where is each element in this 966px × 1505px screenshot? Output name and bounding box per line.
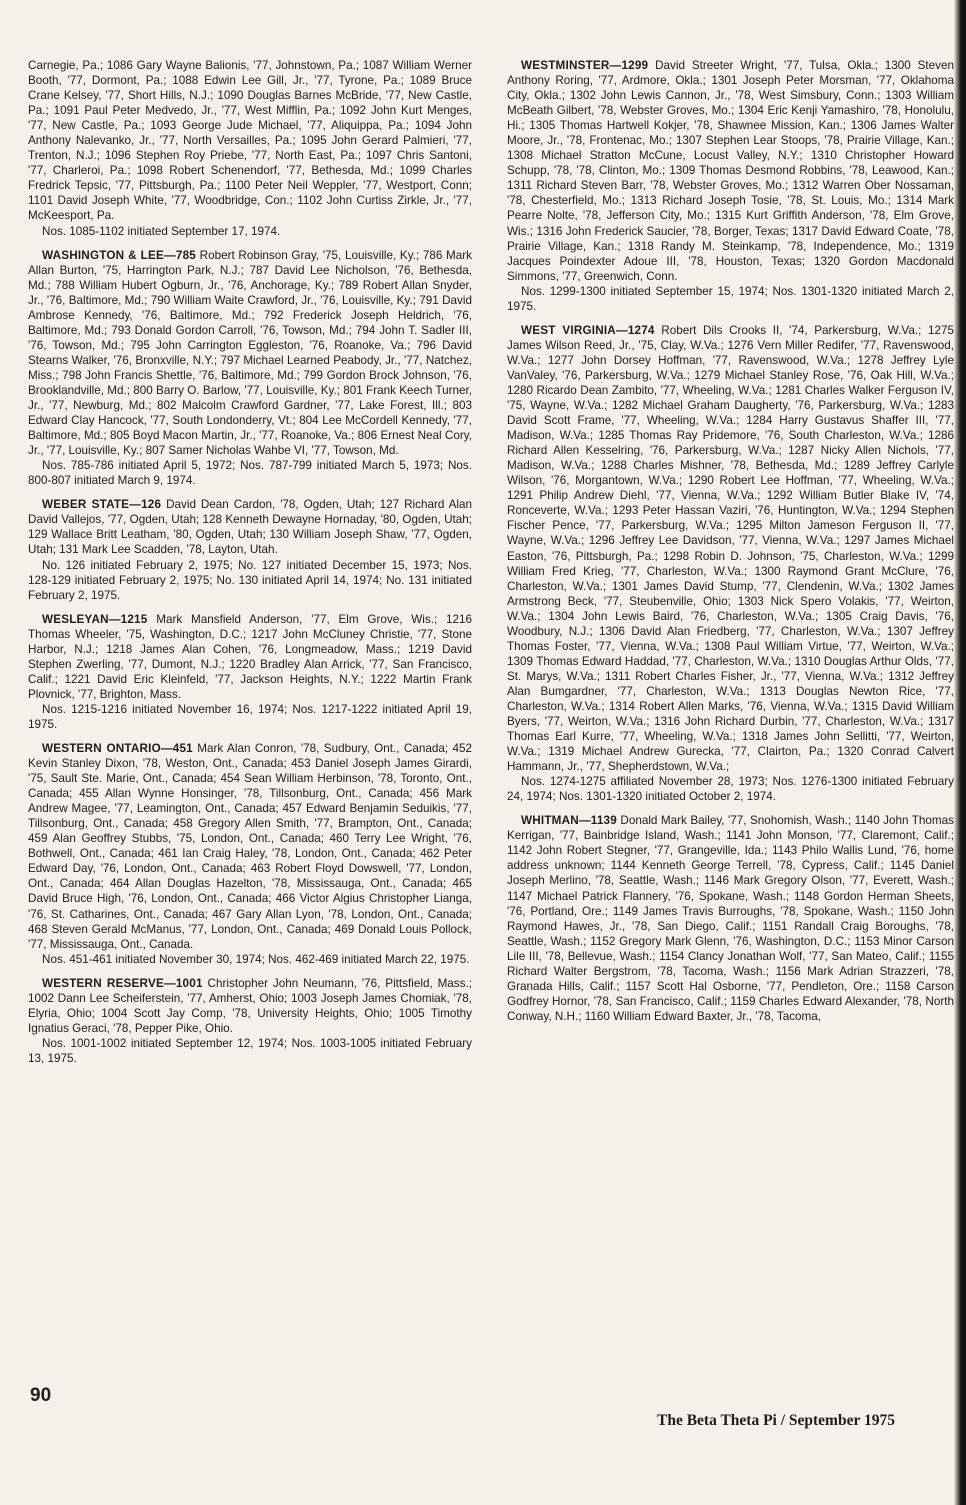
chapter-members: Christopher John Neumann, '76, Pittsfield, Mass.; 1002 Dann Lee Scheiferstein, '77, Amherst, Ohio; 1003 Joseph James Chomiak, '78, Elyria, Ohio; 1004 Scott Jay Comp, '78, University Heights, Ohio; 1005 Timothy Ignatius Geraci, '78, Pepper Pike, Ohio. xyxy=(28,976,472,1035)
left-column xyxy=(28,58,472,1075)
page-number: 90 xyxy=(30,1385,52,1406)
chapter-heading: WESTMINSTER—1299 xyxy=(521,59,649,72)
chapter-members: Robert Dils Crooks II, '74, Parkersburg, W.Va.; 1275 James Wilson Reed, Jr., '75, Clay, W.Va.; 1276 Vern Miller Redifer, '77, Ravenswood, W.Va.; 1277 John Dorsey Hoffman, '77, Ravenswood, W.Va.; 1278 Jeffrey Lyle VanValey, '76, Parkersburg, W.Va.; 1279 Michael Stanley Rose, '76, Oak Hill, W.Va.; 1280 Ricardo Dean Zambito, '77, Wheeling, W.Va.; 1281 Charles Walker Ferguson IV, '75, Wayne, W.Va.; 1282 Michael Graham Daugherty, '76, Parkersburg, W.Va.; 1283 David Scott Frame, '77, Wheeling, W.Va.; 1284 Harry Gustavus Shaffer III, '77, Madison, W.Va.; 1285 Thomas Ray Pridemore, '76, South Charleston, W.Va.; 1286 Richard Allen Kesselring, '76, Parkersburg, W.Va.; 1287 Nicky Allen Nichols, '77, Madison, W.Va.; 1288 Charles Mishner, '78, Bethesda, Md.; 1289 Jeffrey Carlyle Wilson, '76, Morgantown, W.Va.; 1290 Robert Lee Hoffman, '77, Wheeling, W.Va.; 1291 Philip Andrew Diehl, '77, Vienna, W.Va.; 1292 William Butler Blake IV, '74, Ronceverte, W.Va.; 1293 Peter Hassan Vaziri, '76, Huntington, W.Va.; 1294 Stephen Fischer Pence, '77, Parkersburg, W.Va.; 1295 Milton Jameson Ferguson II, '77, Wayne, W.Va.; 1296 Jeffrey Lee Davidson, '77, Vienna, W.Va.; 1297 James Michael Easton, '76, Pittsburgh, Pa.; 1298 Robin D. Johnson, '75, Charleston, W.Va.; 1299 William Fred Krieg, '77, Charleston, W.Va.; 1300 Raymond Grant McClure, '76, Charleston, W.Va.; 1301 James David Stump, '77, Clendenin, W.Va.; 1302 James Armstrong Beck, '77, Steubenville, Ohio; 1303 Nick Spero Volakis, '77, Weirton, W.Va.; 1304 John Lewis Baird, '76, Charleston, W.Va.; 1305 Craig Davis, '76, Woodbury, N.J.; 1306 David Alan Friedberg, '77, Charleston, W.Va.; 1307 Jeffrey Thomas Foster, '77, Vienna, W.Va.; 1308 Paul William Virtue, '77, Weirton, W.Va.; 1309 Thomas Edward Haddad, '77, Charleston, W.Va.; 1310 Douglas Arthur Olds, '77, St. Marys, W.Va.; 1311 Robert Charles Fisher, Jr., '77, Vienna, W.Va.; 1312 Jeffrey Alan Bumgardner, '77, Charleston, W.Va.; 1313 Douglas Newton Rice, '77, Charleston, W.Va.; 1314 Robert Allen Marks, '76, Vienna, W.Va.; 1315 David William Byers, '77, Weirton, W.Va.; 1316 John Richard Durbin, '77, Charleston, W.Va.; 1317 Thomas Earl Kurre, '77, Wheeling, W.Va.; 1318 James John Sellitti, '77, Weirton, W.Va.; 1319 Michael Andrew Gurecka, '77, Clairton, Pa.; 1320 Conrad Calvert Hammann, Jr., '77, Shepherdstown, W.Va.; xyxy=(507,323,954,774)
initiation-note: Nos. 1085-1102 initiated September 17, 1974. xyxy=(42,224,281,238)
chapter-members: Mark Alan Conron, '78, Sudbury, Ont., Canada; 452 Kevin Stanley Dixon, '78, Weston, Ont., Canada; 453 Daniel Joseph James Girardi, '75, Sault Ste. Marie, Ont., Canada; 454 Sean William Herbinson, '78, Toronto, Ont., Canada; 455 Allan Wynne Honsinger, '78, Tillsonburg, Ont., Canada; 456 Mark Andrew Magee, '77, Leamington, Ont., Canada; 457 Edward Benjamin Seduikis, '77, Tillsonburg, Ont., Canada; 458 Gregory Allen Smith, '77, Brampton, Ont., Canada; 459 Alan Geoffrey Stubbs, '75, London, Ont., Canada; 460 Terry Lee Wright, '76, Bothwell, Ont., Canada; 461 Ian Craig Haley, '78, London, Ont., Canada; 462 Peter Edward Day, '76, London, Ont., Canada; 463 Robert Floyd Dowswell, '77, London, Ont., Canada; 464 Allan Douglas Hazelton, '78, Mississauga, Ont., Canada; 465 David Bruce High, '76, London, Ont., Canada; 466 Victor Algius Christopher Lianga, '76, St. Catharines, Ont., Canada; 467 Gary Allan Lyon, '78, London, Ont., Canada; 468 Steven Gerald McManus, '77, London, Ont., Canada; 469 Donald Louis Pollock, '77, Mississauga, Ont., Canada. xyxy=(28,742,472,951)
chapter-heading: WASHINGTON & LEE—785 xyxy=(42,248,196,262)
chapter-heading: WEBER STATE—126 xyxy=(42,498,162,512)
chapter-entry-weber-state xyxy=(28,497,472,557)
binding-edge-shadow xyxy=(954,0,966,1505)
chapter-members: Robert Robinson Gray, '75, Louisville, Ky.; 786 Mark Allan Burton, '75, Harrington Park, N.J.; 787 David Lee Nicholson, '76, Bethesda, Md.; 788 William Hubert Ogburn, Jr., '76, Anchorage, Ky.; 789 Robert Allan Snyder, Jr., '76, Baltimore, Md.; 790 William Waite Crawford, Jr., '76, Louisville, Ky.; 791 David Ambrose Kennedy, '76, Baltimore, Md.; 792 Frederick Joseph Heldrich, '76, Baltimore, Md.; 793 Donald Gordon Carroll, '76, Towson, Md.; 794 John T. Sadler III, '76, Towson, Md.; 795 John Carrington Eggleston, '76, Roanoke, Va.; 796 David Stearns Walker, '76, Bronxville, N.Y.; 797 Michael Learned Peabody, Jr., '77, Natchez, Miss.; 798 John Francis Shettle, '76, Baltimore, Md.; 799 Gordon Brock Johnson, '76, Brooklandville, Md.; 800 Barry O. Barlow, '77, Louisville, Ky.; 801 Frank Keech Turner, Jr., '77, Newburg, Md.; 802 Malcolm Crawford Gardner, '77, Lake Forest, Ill.; 803 Edward Clay Hancock, '77, South Londonderry, Vt.; 804 Lee McCordell Kennedy, '77, Baltimore, Md.; 805 Boyd Macon Martin, Jr., '77, Roanoke, Va.; 806 Ernest Neal Cory, Jr., '77, Louisville, Ky.; 807 Samer Nicholas Wahbe VI, '77, Towson, Md. xyxy=(28,248,472,458)
initiation-note: Nos. 1001-1002 initiated September 12, 1974; Nos. 1003-1005 initiated February 13, 1975. xyxy=(28,1036,472,1065)
initiation-note: Nos. 1215-1216 initiated November 16, 1974; Nos. 1217-1222 initiated April 19, 1975. xyxy=(28,702,472,731)
initiation-note: No. 126 initiated February 2, 1975; No. 127 initiated December 15, 1973; Nos. 128-129 initiated February 2, 1975; No. 130 initiated April 14, 1974; No. 131 initiated February 2, 1975. xyxy=(28,558,472,602)
continued-entries: Carnegie, Pa.; 1086 Gary Wayne Balionis, '77, Johnstown, Pa.; 1087 William Werner Booth, '77, Dormont, Pa.; 1088 Edwin Lee Gill, Jr., '77, Tyrone, Pa.; 1089 Bruce Crane Kelsey, '77, Short Hills, N.J.; 1090 Douglas Barnes McBride, '77, New Castle, Pa.; 1091 Paul Peter Medvedo, Jr., '77, West Mifflin, Pa.; 1092 John Kurt Menges, '77, New Castle, Pa.; 1093 George Jude Michael, '77, Aliquippa, Pa.; 1094 John Anthony Nalevanko, Jr., '77, North Versailles, Pa.; 1095 John Gerard Palmieri, '77, Trenton, N.J.; 1096 Stephen Roy Priebe, '77, North East, Pa.; 1097 Chris Santoni, '77, Charleroi, Pa.; 1098 Robert Schenendorf, '77, Bethesda, Md.; 1099 Charles Fredrick Tepsic, '77, Pittsburgh, Pa.; 1100 Peter Neil Weppler, '77, Westport, Conn; 1101 David Joseph White, '77, Woodbridge, Con.; 1102 John Curtiss Zirkle, Jr., '77, McKeesport, Pa. xyxy=(28,59,472,223)
chapter-members: Mark Mansfield Anderson, '77, Elm Grove, Wis.; 1216 Thomas Wheeler, '75, Washington, D.C.; 1217 John McCluney Christie, '77, Stone Harbor, N.J.; 1218 James Alan Cohen, '76, Longmeadow, Mass.; 1219 David Stephen Zwerling, '77, Dumont, N.J.; 1220 Bradley Alan Arrick, '77, San Francisco, Calif.; 1221 David Eric Kleinfeld, '77, Jackson Heights, N.Y.; 1222 Martin Frank Plovnick, '77, Brighton, Mass. xyxy=(28,612,472,701)
chapter-members: David Dean Cardon, '78, Ogden, Utah; 127 Richard Alan David Vallejos, '77, Ogden, Utah; 128 Kenneth Dewayne Hornaday, '80, Ogden, Utah; 129 Wallace Britt Leatham, '80, Ogden, Utah; 130 William Joseph Shaw, '77, Ogden, Utah; 131 Mark Lee Scadden, '78, Layton, Utah. xyxy=(28,498,472,557)
chapter-entry-whitman xyxy=(507,813,954,1024)
chapter-entry-westminster xyxy=(507,58,954,284)
chapter-entry-west-virginia xyxy=(507,323,954,774)
initiation-note: Nos. 785-786 initiated April 5, 1972; Nos. 787-799 initiated March 5, 1973; Nos. 800-807 initiated March 9, 1974. xyxy=(28,459,472,488)
right-column xyxy=(507,58,954,1024)
chapter-members: Donald Mark Bailey, '77, Snohomish, Wash.; 1140 John Thomas Kerrigan, '77, Bainbridge Island, Wash.; 1141 John Monson, '77, Claremont, Calif.; 1142 John Robert Stegner, '77, Grangeville, Ida.; 1143 Philo Wallis Lund, '76, home address unknown; 1144 Kenneth George Terrell, '78, Cypress, Calif.; 1145 Daniel Joseph Merlino, '78, Seattle, Wash.; 1146 Mark Gregory Olson, '77, Everett, Wash.; 1147 Michael Patrick Flannery, '76, Spokane, Wash.; 1148 Gordon Herman Sheets, '76, Portland, Ore.; 1149 James Travis Burroughs, '78, Spokane, Wash.; 1150 John Raymond Hawes, Jr., '78, San Diego, Calif.; 1151 Randall Craig Boroughs, '78, Seattle, Wash.; 1152 Gregory Mark Glenn, '76, Washington, D.C.; 1153 Minor Carson Lile III, '78, Bellevue, Wash.; 1154 Clancy Jonathan Wolf, '77, San Mateo, Calif.; 1155 Richard Walter Bergstrom, '78, Tacoma, Wash.; 1156 Mark Adrian Strazzeri, '78, Granada Hills, Calif.; 1157 Scott Hal Osborne, '77, Pendleton, Ore.; 1158 Carson Godfrey Hornor, '78, San Francisco, Calif.; 1159 Charles Edward Alexander, '78, North Conway, N.H.; 1160 William Edward Baxter, Jr., '78, Tacoma, xyxy=(507,814,954,1023)
initiation-note: Nos. 1274-1275 affiliated November 28, 1973; Nos. 1276-1300 initiated February 24, 1974; Nos. 1301-1320 initiated October 2, 1974. xyxy=(507,775,954,804)
chapter-heading: WESLEYAN—1215 xyxy=(42,612,148,626)
chapter-heading: WEST VIRGINIA—1274 xyxy=(521,323,655,337)
initiation-note: Nos. 451-461 initiated November 30, 1974; Nos. 462-469 initiated March 22, 1975. xyxy=(42,952,470,966)
chapter-heading: WESTERN RESERVE—1001 xyxy=(42,976,203,990)
chapter-members: David Streeter Wright, '77, Tulsa, Okla.; 1300 Steven Anthony Roring, '77, Ardmore, Okla.; 1301 Joseph Peter Morsman, '77, Oklahoma City, Okla.; 1302 John Lewis Cannon, Jr., '78, West Simsbury, Conn.; 1303 William McBeath Gilbert, '78, Webster Groves, Mo.; 1304 Eric Kenji Yamashiro, '78, Honolulu, Hi.; 1305 Thomas Hartwell Kokjer, '78, Shawnee Mission, Kan.; 1306 James Walter Moore, Jr., '78, Frontenac, Mo.; 1307 Stephen Lear Stoops, '78, Prairie Village, Kan.; 1308 Michael Stratton McCune, Locust Valley, N.Y.; 1310 Christopher Howard Schupp, '78, '78, Clinton, Mo.; 1309 Thomas Desmond Robbins, '78, Leawood, Kan.; 1311 Richard Steven Barr, '78, Webster Groves, Mo.; 1312 Warren Ober Nossaman, '78, Chesterfield, Mo.; 1313 Richard Joseph Tosie, '78, St. Louis, Mo.; 1314 Mark Pearre Nolte, '78, Jefferson City, Mo.; 1315 Kurt Griffith Anderson, '78, Elm Grove, Wis.; 1316 John Frederick Saucier, '78, Borger, Texas; 1317 David Edward Coate, '78, Prairie Village, Kan.; 1318 Randy M. Steinkamp, '78, Independence, Mo.; 1319 Jacques Poindexter Adoue III, '78, Houston, Texas; 1320 Gordon Macdonald Simmons, '77, Greenwich, Conn. xyxy=(507,59,954,283)
chapter-entry-washington-lee xyxy=(28,248,472,459)
chapter-heading: WHITMAN—1139 xyxy=(521,814,617,828)
chapter-entry-wesleyan xyxy=(28,612,472,702)
chapter-entry-western-reserve xyxy=(28,976,472,1036)
chapter-heading: WESTERN ONTARIO—451 xyxy=(42,742,193,756)
initiation-note: Nos. 1299-1300 initiated September 15, 1974; Nos. 1301-1320 initiated March 2, 1975. xyxy=(507,284,954,313)
chapter-entry-western-ontario xyxy=(28,741,472,952)
publication-footer: The Beta Theta Pi / September 1975 xyxy=(657,1412,895,1429)
